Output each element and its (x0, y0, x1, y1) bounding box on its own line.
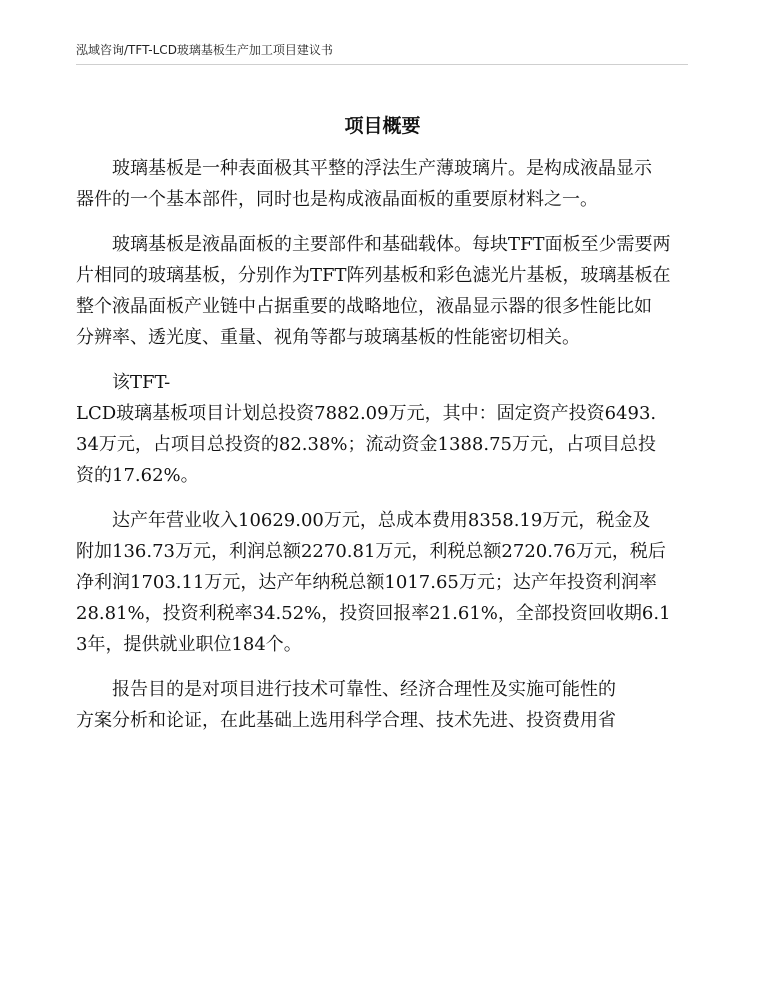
running-header: 泓域咨询/TFT-LCD玻璃基板生产加工项目建议书 (76, 43, 333, 57)
paragraph-line: 3年，提供就业职位184个。 (76, 634, 302, 655)
paragraph-line: 34万元，占项目总投资的82.38%；流动资金1388.75万元，占项目总投 (76, 434, 656, 455)
paragraph-line: 玻璃基板是液晶面板的主要部件和基础载体。每块TFT面板至少需要两 (112, 234, 671, 255)
paragraph-line: 该TFT- (112, 372, 171, 393)
body-text (76, 153, 688, 750)
paragraph-line: 片相同的玻璃基板，分别作为TFT阵列基板和彩色滤光片基板，玻璃基板在 (76, 265, 671, 286)
header-divider (76, 64, 688, 65)
paragraph-line: 净利润1703.11万元，达产年纳税总额1017.65万元；达产年投资利润率 (76, 572, 657, 593)
paragraph-report-purpose (76, 674, 688, 736)
paragraph-line: 达产年营业收入10629.00万元，总成本费用8358.19万元，税金及 (112, 510, 651, 531)
paragraph-line: LCD玻璃基板项目计划总投资7882.09万元，其中：固定资产投资6493. (76, 403, 657, 424)
paragraph-line: 28.81%，投资利税率34.52%，投资回报率21.61%，全部投资回收期6.1 (76, 603, 671, 624)
paragraph-line: 方案分析和论证，在此基础上选用科学合理、技术先进、投资费用省 (76, 710, 616, 731)
paragraph-glass-substrate-definition (76, 153, 688, 215)
paragraph-line: 资的17.62%。 (76, 465, 199, 486)
paragraph-investment (76, 367, 688, 491)
paragraph-glass-substrate-role (76, 229, 688, 353)
paragraph-line: 报告目的是对项目进行技术可靠性、经济合理性及实施可能性的 (112, 679, 616, 700)
section-title: 项目概要 (344, 115, 421, 137)
paragraph-line: 附加136.73万元，利润总额2270.81万元，利税总额2720.76万元，税后 (76, 541, 666, 562)
paragraph-line: 分辨率、透光度、重量、视角等都与玻璃基板的性能密切相关。 (76, 327, 580, 348)
paragraph-line: 玻璃基板是一种表面极其平整的浮法生产薄玻璃片。是构成液晶显示 (112, 158, 652, 179)
paragraph-line: 器件的一个基本部件，同时也是构成液晶面板的重要原材料之一。 (76, 189, 598, 210)
paragraph-line: 整个液晶面板产业链中占据重要的战略地位，液晶显示器的很多性能比如 (76, 296, 652, 317)
paragraph-financials (76, 505, 688, 660)
